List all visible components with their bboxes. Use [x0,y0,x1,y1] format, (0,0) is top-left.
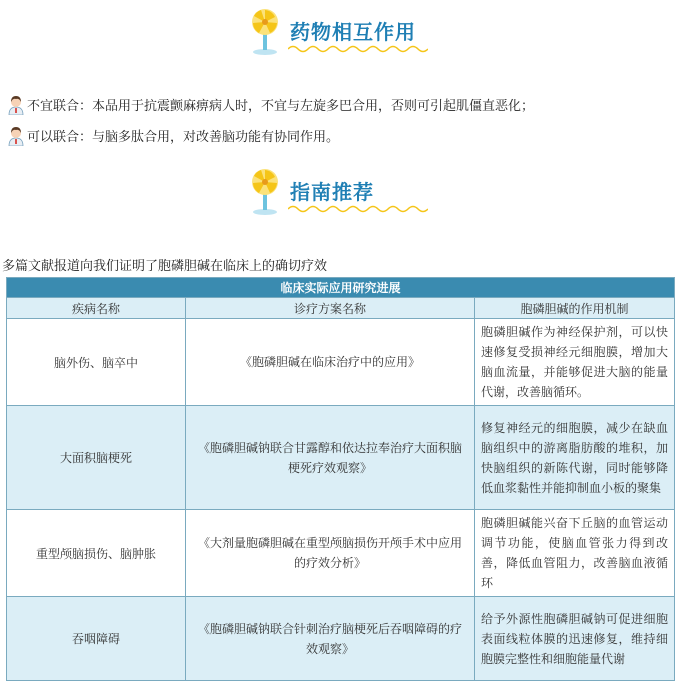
clinical-research-table [6,277,675,681]
plan-text: 《胞磷胆碱在临床治疗中的应用》 [239,355,420,369]
fan-icon [248,168,282,216]
column-header-disease: 疾病名称 [7,298,186,319]
cell-mechanism [475,319,675,406]
table-caption: 临床实际应用研究进展 [7,278,675,298]
table-row [7,406,675,510]
note-text: 本品用于抗震颤麻痹病人时，不宜与左旋多巴合用，否则可引起肌僵直恶化； [92,99,535,114]
cell-plan [186,319,475,406]
cell-plan [186,406,475,510]
fan-icon [248,8,282,56]
table-row [7,319,675,406]
doctor-avatar-icon [6,126,26,146]
table-row [7,597,675,681]
wave-decoration [288,44,428,54]
mechanism-text: 修复神经元的细胞膜，减少在缺血脑组织中的游离脂肪酸的堆积，加快脑组织的新陈代谢，同时能够降低血浆黏性并能抑制血小板的聚集 [481,420,668,495]
cell-disease: 重型颅脑损伤、脑肿胀 [7,510,186,597]
column-header-mechanism: 胞磷胆碱的作用机制 [475,298,675,319]
cell-disease: 脑外伤、脑卒中 [7,319,186,406]
mechanism-text: 给予外源性胞磷胆碱钠可促进细胞表面线粒体膜的迅速修复，维持细胞膜完整性和细胞能量代谢 [481,611,668,666]
note-text: 与脑多肽合用，对改善脑功能有协同作用。 [92,130,340,145]
intro-text: 多篇文献报道向我们证明了胞磷胆碱在临床上的确切疗效 [2,259,328,274]
wave-decoration [288,204,428,214]
note-not-recommended [6,95,534,115]
plan-text: 《胞磷胆碱钠联合甘露醇和依达拉奉治疗大面积脑梗死疗效观察》 [197,440,462,475]
note-label: 可以联合： [27,130,93,145]
doctor-avatar-icon [6,95,26,115]
column-header-plan: 诊疗方案名称 [186,298,475,319]
mechanism-text: 胞磷胆碱能兴奋下丘脑的血管运动调节功能，使脑血管张力得到改善，降低血管阻力，改善脑血液循环 [481,516,668,590]
table-row [7,510,675,597]
note-label: 不宜联合： [27,99,93,114]
plan-text: 《胞磷胆碱钠联合针刺治疗脑梗死后吞咽障碍的疗效观察》 [197,621,462,656]
cell-plan [186,597,475,681]
mechanism-text: 胞磷胆碱作为神经保护剂，可以快速修复受损神经元细胞膜，增加大脑血流量，并能够促进大脑的能量代谢，改善脑循环。 [481,325,668,399]
cell-disease: 吞咽障碍 [7,597,186,681]
cell-plan [186,510,475,597]
cell-disease: 大面积脑梗死 [7,406,186,510]
note-recommended [6,126,339,146]
plan-text: 《大剂量胞磷胆碱在重型颅脑损伤开颅手术中应用的疗效分析》 [197,536,462,570]
section-heading-drug-interaction [0,8,681,58]
cell-mechanism [475,510,675,597]
cell-mechanism [475,406,675,510]
cell-mechanism [475,597,675,681]
section-heading-guideline [0,168,681,218]
section-title: 药物相互作用 [290,20,416,44]
section-title: 指南推荐 [290,180,374,204]
